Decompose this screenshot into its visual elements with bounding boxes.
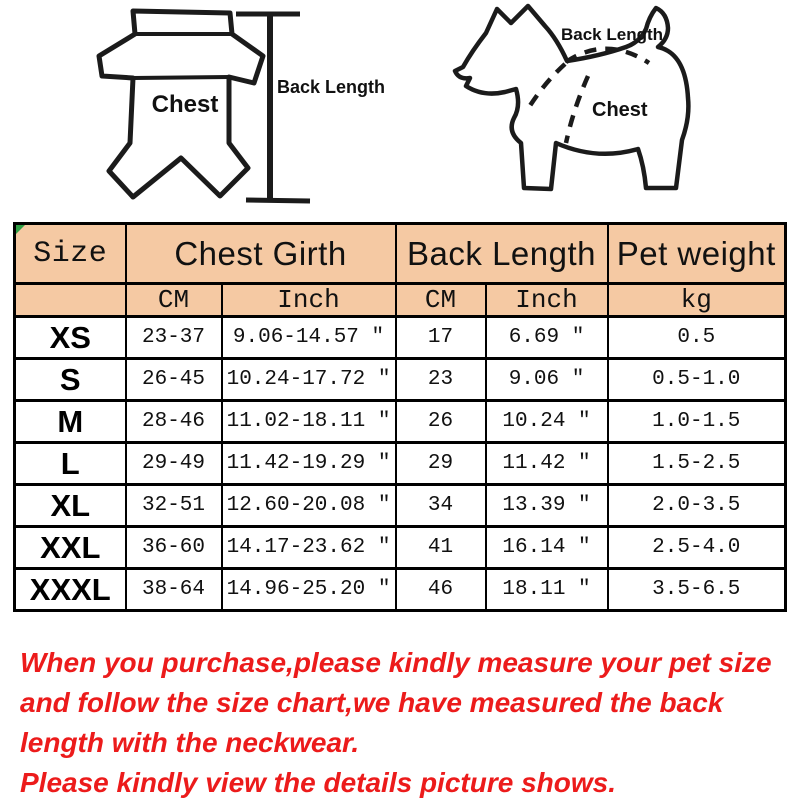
table-row-m: [15, 401, 786, 443]
chest-inch-value: 9.06-14.57 ″: [222, 317, 396, 359]
note-line: length with the neckwear.: [20, 727, 360, 758]
size-label: XXL: [15, 527, 126, 569]
table-row-xxl: [15, 527, 786, 569]
chest-inch-value: 14.96-25.20 ″: [222, 569, 396, 611]
back-cm-value: 26: [396, 401, 486, 443]
back-inch-unit: Inch: [486, 284, 608, 317]
table-row-xxxl: [15, 569, 786, 611]
note-line: Please kindly view the details picture shows.: [20, 767, 616, 798]
dog-diagram: [455, 6, 688, 189]
weight-value: 0.5-1.0: [608, 359, 786, 401]
back-cm-unit: CM: [396, 284, 486, 317]
col-header-size: Size: [15, 224, 126, 284]
note-line: When you purchase,please kindly measure your pet size: [20, 647, 772, 678]
back-inch-value: 16.14 ″: [486, 527, 608, 569]
back-cm-value: 23: [396, 359, 486, 401]
col-header-pet-weight: Pet weight: [608, 224, 786, 284]
size-label: L: [15, 443, 126, 485]
size-label: XS: [15, 317, 126, 359]
table-row-xl: [15, 485, 786, 527]
table-row-xs: [15, 317, 786, 359]
purchase-notes: [0, 643, 800, 803]
back-inch-value: 6.69 ″: [486, 317, 608, 359]
chest-inch-value: 11.42-19.29 ″: [222, 443, 396, 485]
table-row-l: [15, 443, 786, 485]
weight-value: 0.5: [608, 317, 786, 359]
chest-cm-value: 26-45: [126, 359, 222, 401]
weight-value: 3.5-6.5: [608, 569, 786, 611]
size-label: M: [15, 401, 126, 443]
dog-back-length-label: Back Length: [561, 25, 664, 44]
chest-cm-value: 32-51: [126, 485, 222, 527]
size-unit-empty-cell: [15, 284, 126, 317]
garment-chest-label: Chest: [151, 91, 219, 118]
back-cm-value: 29: [396, 443, 486, 485]
chest-cm-value: 23-37: [126, 317, 222, 359]
header-row-main: [15, 224, 786, 284]
back-cm-value: 46: [396, 569, 486, 611]
size-table-container: [13, 222, 784, 612]
chest-inch-value: 14.17-23.62 ″: [222, 527, 396, 569]
measure-line-bottom-cap: [246, 200, 310, 201]
back-length-measure-line: [236, 14, 385, 201]
back-cm-value: 34: [396, 485, 486, 527]
back-inch-value: 9.06 ″: [486, 359, 608, 401]
note-line: and follow the size chart,we have measured the back: [20, 687, 724, 718]
back-inch-value: 18.11 ″: [486, 569, 608, 611]
chest-inch-unit: Inch: [222, 284, 396, 317]
header-row-units: [15, 284, 786, 317]
chest-cm-value: 29-49: [126, 443, 222, 485]
chest-cm-value: 36-60: [126, 527, 222, 569]
chest-cm-value: 28-46: [126, 401, 222, 443]
chest-cm-value: 38-64: [126, 569, 222, 611]
dog-chest-label: Chest: [592, 99, 648, 121]
excel-corner-marker: [16, 225, 25, 234]
garment-back-length-label: Back Length: [277, 77, 386, 97]
chest-inch-value: 11.02-18.11 ″: [222, 401, 396, 443]
back-cm-value: 17: [396, 317, 486, 359]
weight-value: 1.0-1.5: [608, 401, 786, 443]
chest-inch-value: 10.24-17.72 ″: [222, 359, 396, 401]
size-label: XXXL: [15, 569, 126, 611]
back-inch-value: 10.24 ″: [486, 401, 608, 443]
col-header-back-length: Back Length: [396, 224, 608, 284]
chest-inch-value: 12.60-20.08 ″: [222, 485, 396, 527]
measurement-diagrams: [0, 0, 800, 215]
back-inch-value: 11.42 ″: [486, 443, 608, 485]
weight-value: 2.0-3.5: [608, 485, 786, 527]
table-row-s: [15, 359, 786, 401]
weight-value: 1.5-2.5: [608, 443, 786, 485]
back-cm-value: 41: [396, 527, 486, 569]
size-table: [13, 222, 787, 612]
col-header-chest-girth: Chest Girth: [126, 224, 396, 284]
weight-unit: kg: [608, 284, 786, 317]
back-inch-value: 13.39 ″: [486, 485, 608, 527]
size-label: XL: [15, 485, 126, 527]
weight-value: 2.5-4.0: [608, 527, 786, 569]
garment-chest-seam: [133, 77, 229, 78]
chest-cm-unit: CM: [126, 284, 222, 317]
garment-diagram: [99, 11, 263, 197]
size-label: S: [15, 359, 126, 401]
